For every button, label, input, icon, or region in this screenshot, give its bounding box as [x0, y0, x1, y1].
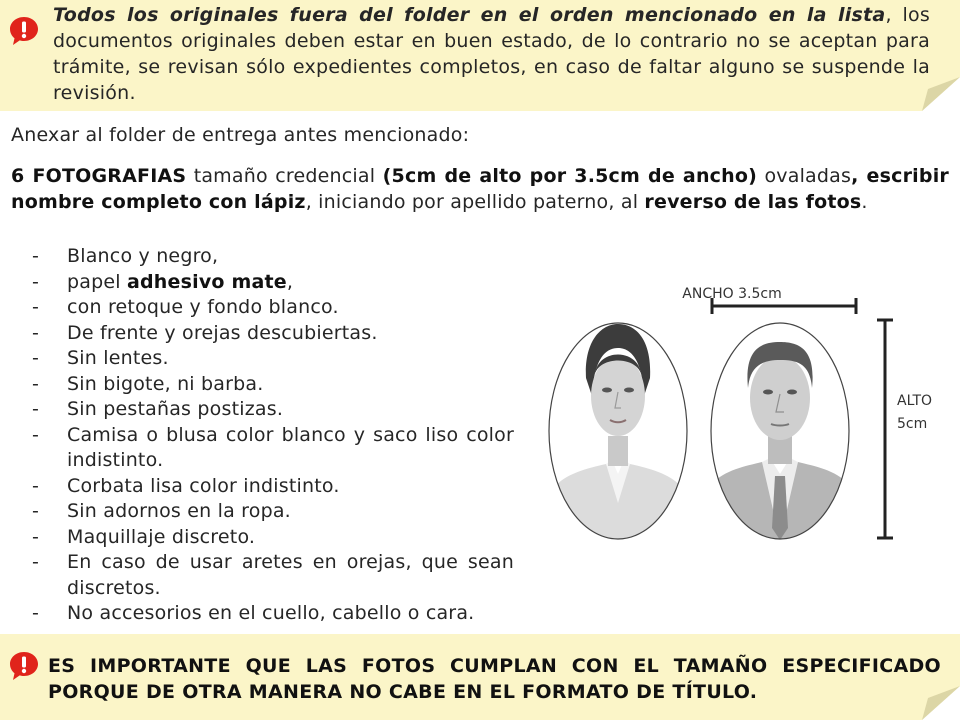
list-item-text: Sin lentes.: [67, 347, 169, 369]
list-item-text: papel: [67, 270, 127, 293]
list-item-text: Sin adornos en la ropa.: [67, 500, 291, 522]
height-label-2: 5cm: [897, 416, 928, 432]
list-item: [0, 550, 514, 601]
list-item-text: ,: [286, 270, 294, 293]
list-item: [0, 295, 514, 321]
photos-text-1: tamaño credencial: [186, 165, 383, 187]
page-fold-corner: [922, 77, 960, 111]
list-item-text: Corbata lisa color indistinto.: [67, 474, 340, 497]
list-item-text: Camisa o blusa color blanco y saco liso color indistinto.: [67, 423, 514, 471]
list-item: [0, 244, 514, 270]
photos-reverse: reverso de las fotos: [644, 191, 862, 213]
female-photo-example: [549, 323, 687, 540]
top-note-emphasis: Todos los originales fuera del folder en el orden mencionado en la lista: [53, 4, 886, 26]
list-item: [0, 474, 514, 500]
top-note: [0, 0, 960, 111]
photos-paragraph: [11, 163, 949, 215]
list-item: [0, 270, 514, 296]
list-item: [0, 423, 514, 474]
requirements-list: [0, 244, 514, 627]
bottom-note-text: ES IMPORTANTE QUE LAS FOTOS CUMPLAN CON EL TAMAÑO ESPECIFICADO PORQUE DE OTRA MANERA NO CABE EN EL FORMATO DE TÍTULO.: [48, 655, 941, 703]
alert-speech-bubble-icon: [8, 15, 40, 47]
list-item-emphasis: adhesivo mate: [126, 270, 287, 293]
list-item: [0, 601, 514, 627]
alert-speech-bubble-icon: [8, 650, 40, 682]
list-item-text: Sin pestañas postizas.: [67, 398, 284, 420]
bottom-note: [0, 634, 960, 720]
list-item-text: Sin bigote, ni barba.: [67, 372, 264, 395]
photos-text-3: , iniciando por apellido paterno, al: [305, 191, 645, 213]
top-note-rest: , los documentos originales deben estar en buen estado, de lo contrario no se aceptan para trámite, se revisan sólo expedientes completos, en caso de faltar alguno se suspende la revisión.: [53, 4, 930, 104]
photos-size: (5cm de alto por 3.5cm de ancho): [382, 165, 758, 187]
list-item-text: con retoque y fondo blanco.: [67, 296, 339, 318]
list-item: [0, 321, 514, 347]
intro-text: Anexar al folder de entrega antes mencionado:: [11, 124, 470, 146]
list-item-text: Maquillaje discreto.: [67, 525, 256, 548]
height-label-1: ALTO: [897, 393, 933, 409]
photos-count: 6 FOTOGRAFIAS: [11, 165, 187, 187]
list-item: [0, 397, 514, 423]
photos-write-name: , escribir nombre completo con lápiz: [11, 165, 949, 213]
width-label: ANCHO 3.5cm: [682, 286, 782, 302]
photos-text-2: ovaladas: [757, 165, 852, 187]
male-photo-example: [708, 323, 852, 540]
photo-size-diagram: [540, 278, 940, 548]
top-note-text: [53, 2, 930, 106]
page-fold-corner: [922, 686, 960, 720]
list-item-text: De frente y orejas descubiertas.: [67, 321, 378, 344]
list-item-text: En caso de usar aretes en orejas, que sean discretos.: [67, 551, 514, 599]
list-item: [0, 346, 514, 372]
list-item: [0, 499, 514, 525]
list-item: [0, 525, 514, 551]
list-item: [0, 372, 514, 398]
list-item-text: No accesorios en el cuello, cabello o cara.: [67, 602, 475, 624]
list-item-text: Blanco y negro,: [67, 245, 219, 267]
photos-text-4: .: [861, 191, 868, 213]
